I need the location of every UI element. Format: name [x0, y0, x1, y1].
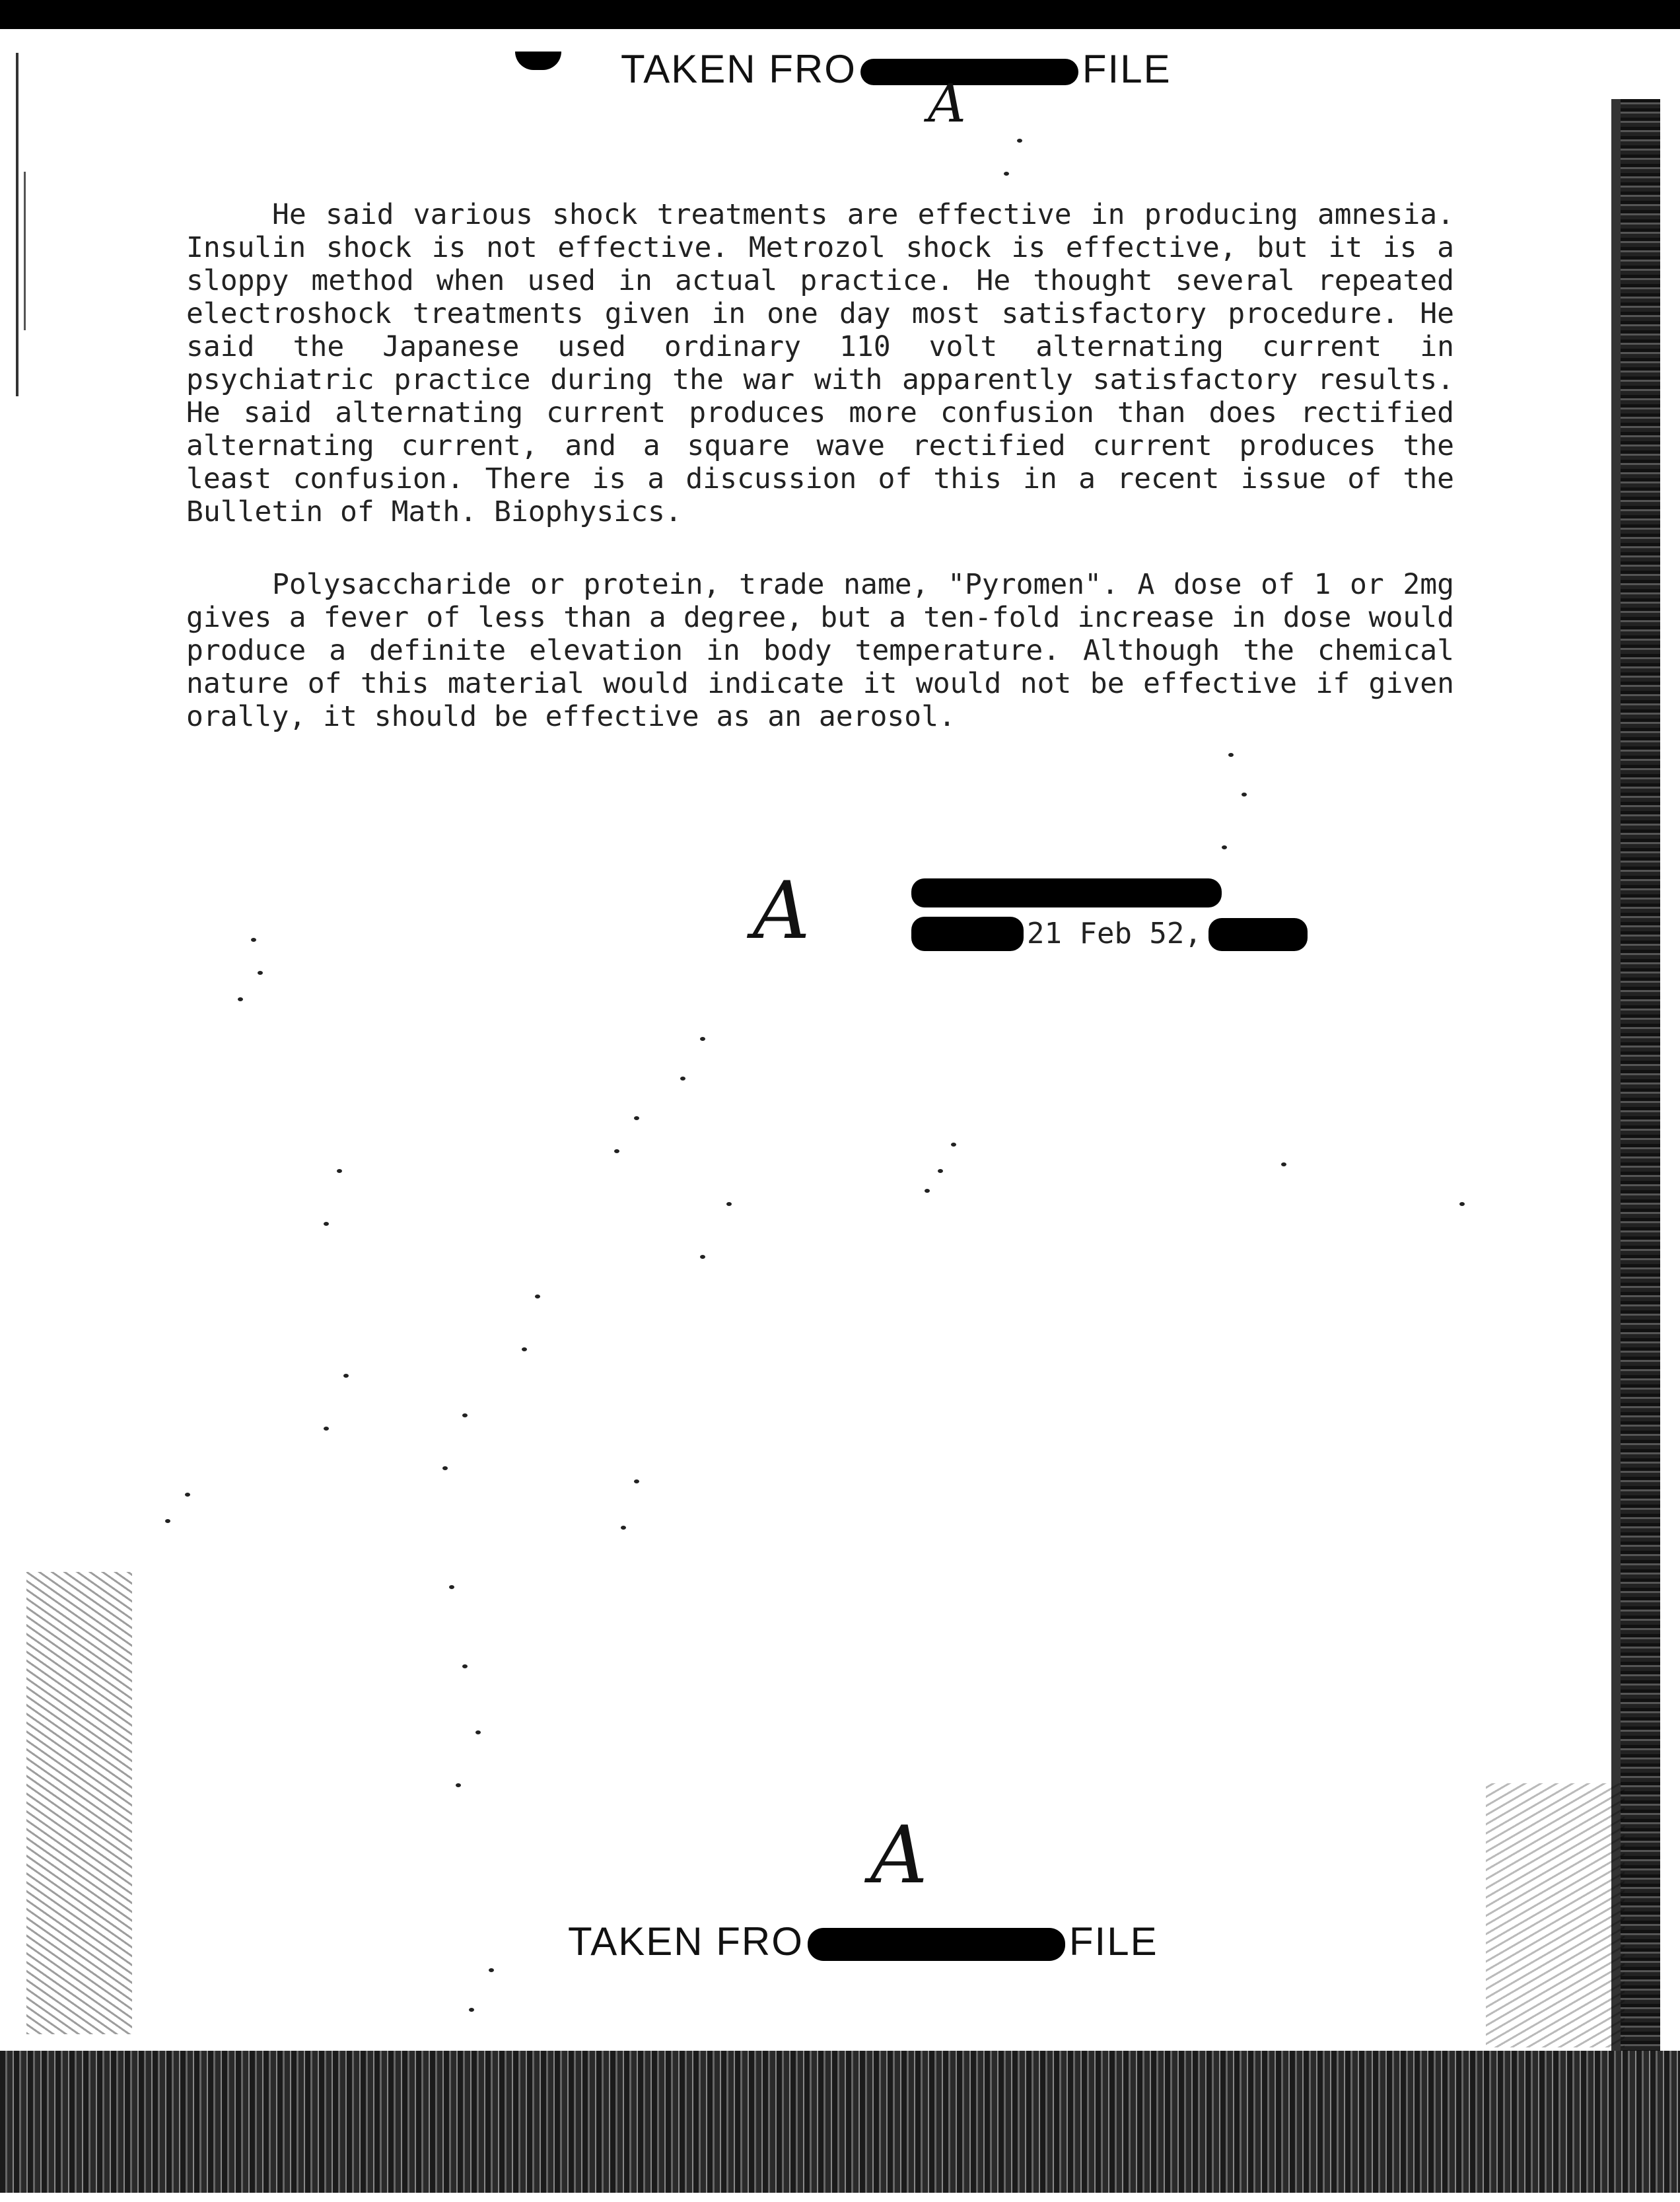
scan-speck — [680, 1077, 685, 1081]
scan-speck — [456, 1783, 461, 1787]
scan-speck — [621, 1526, 626, 1530]
scan-speck — [449, 1585, 454, 1589]
scan-speck — [1281, 1162, 1286, 1166]
scan-speck — [251, 938, 256, 942]
scan-speck — [475, 1730, 481, 1734]
paragraph-pyromen — [186, 568, 1454, 733]
signature-redaction — [911, 878, 1222, 907]
scan-speck — [337, 1169, 342, 1173]
scan-speck — [1242, 793, 1247, 797]
scan-speck — [238, 997, 243, 1001]
scan-bottom-border — [0, 2051, 1680, 2202]
scan-speck — [925, 1189, 930, 1193]
scan-speck — [1228, 753, 1234, 757]
signature-date: 21 Feb 52, — [1027, 917, 1202, 950]
footer-stamp-suffix: FILE — [1068, 1919, 1158, 1964]
scan-speck — [700, 1037, 705, 1041]
scan-speck — [1222, 845, 1227, 849]
signature-block — [911, 878, 1334, 958]
paragraph-text: He said various shock treatments are effective in producing amnesia. Insulin shock is not effective. Metrozol shock is effective, but it is a sloppy method when used in actual practice. He thought several repeated electroshock treatments given in one day most satisfactory procedure. He said the Japanese used ordinary 110 volt alternating current in psychiatric practice during the war with apparently satisfactory results. He said alternating current produces more confusion than does rectified alternating current, and a square wave rectified current produces the least confusion. There is a discussion of this in a recent issue of the Bulletin of Math. Biophysics. — [186, 198, 1454, 528]
scan-speck — [938, 1169, 943, 1173]
scan-left-mark-secondary — [24, 172, 26, 330]
handwritten-initial-top: A — [928, 73, 966, 134]
scan-speck — [165, 1519, 170, 1523]
scan-speck — [469, 2008, 474, 2012]
scan-speck — [185, 1493, 190, 1497]
header-stamp — [621, 46, 1172, 92]
scan-speck — [442, 1466, 448, 1470]
header-stamp-suffix: FILE — [1082, 47, 1172, 91]
scan-speck — [614, 1149, 619, 1153]
scan-speck — [1004, 172, 1009, 176]
handwritten-initial-bottom: A — [870, 1810, 928, 1901]
scan-noise-right — [1486, 1783, 1625, 2047]
ink-blot — [515, 52, 561, 70]
scan-speck — [634, 1116, 639, 1120]
signature-redaction — [1208, 918, 1308, 951]
scan-speck — [951, 1143, 956, 1147]
scan-left-mark — [16, 53, 18, 396]
scan-speck — [462, 1664, 468, 1668]
scan-speck — [462, 1413, 468, 1417]
scan-speck — [700, 1255, 705, 1259]
handwritten-initial-middle: A — [753, 865, 810, 957]
scan-speck — [1017, 139, 1022, 143]
scan-speck — [343, 1374, 349, 1378]
footer-stamp-prefix: TAKEN FRO — [568, 1919, 804, 1964]
scan-speck — [258, 971, 263, 975]
scan-speck — [535, 1295, 540, 1298]
header-redaction — [860, 59, 1078, 85]
scan-speck — [522, 1347, 527, 1351]
footer-redaction — [808, 1928, 1065, 1961]
scan-top-border — [0, 0, 1680, 29]
signature-redaction — [911, 917, 1024, 951]
scan-speck — [1459, 1202, 1465, 1206]
scan-right-shadow — [1611, 99, 1621, 2054]
scan-speck — [726, 1202, 732, 1206]
scan-speck — [324, 1222, 329, 1226]
scan-bottom-margin — [0, 2193, 1680, 2202]
scan-noise-left — [26, 1572, 132, 2034]
scan-speck — [489, 1968, 494, 1972]
paragraph-shock-treatments — [186, 198, 1454, 528]
header-stamp-prefix: TAKEN FRO — [621, 47, 857, 91]
scan-right-edge — [1621, 99, 1660, 2133]
scan-speck — [324, 1427, 329, 1431]
scan-speck — [634, 1479, 639, 1483]
footer-stamp — [568, 1919, 1158, 1964]
paragraph-text: Polysaccharide or protein, trade name, "Pyromen". A dose of 1 or 2mg gives a fever of less than a degree, but a ten-fold increase in dose would produce a definite elevation in body temperature. Although the chemical nature of this material would indicate it would not be effective if given orally, it should be effective as an aerosol. — [186, 568, 1454, 733]
